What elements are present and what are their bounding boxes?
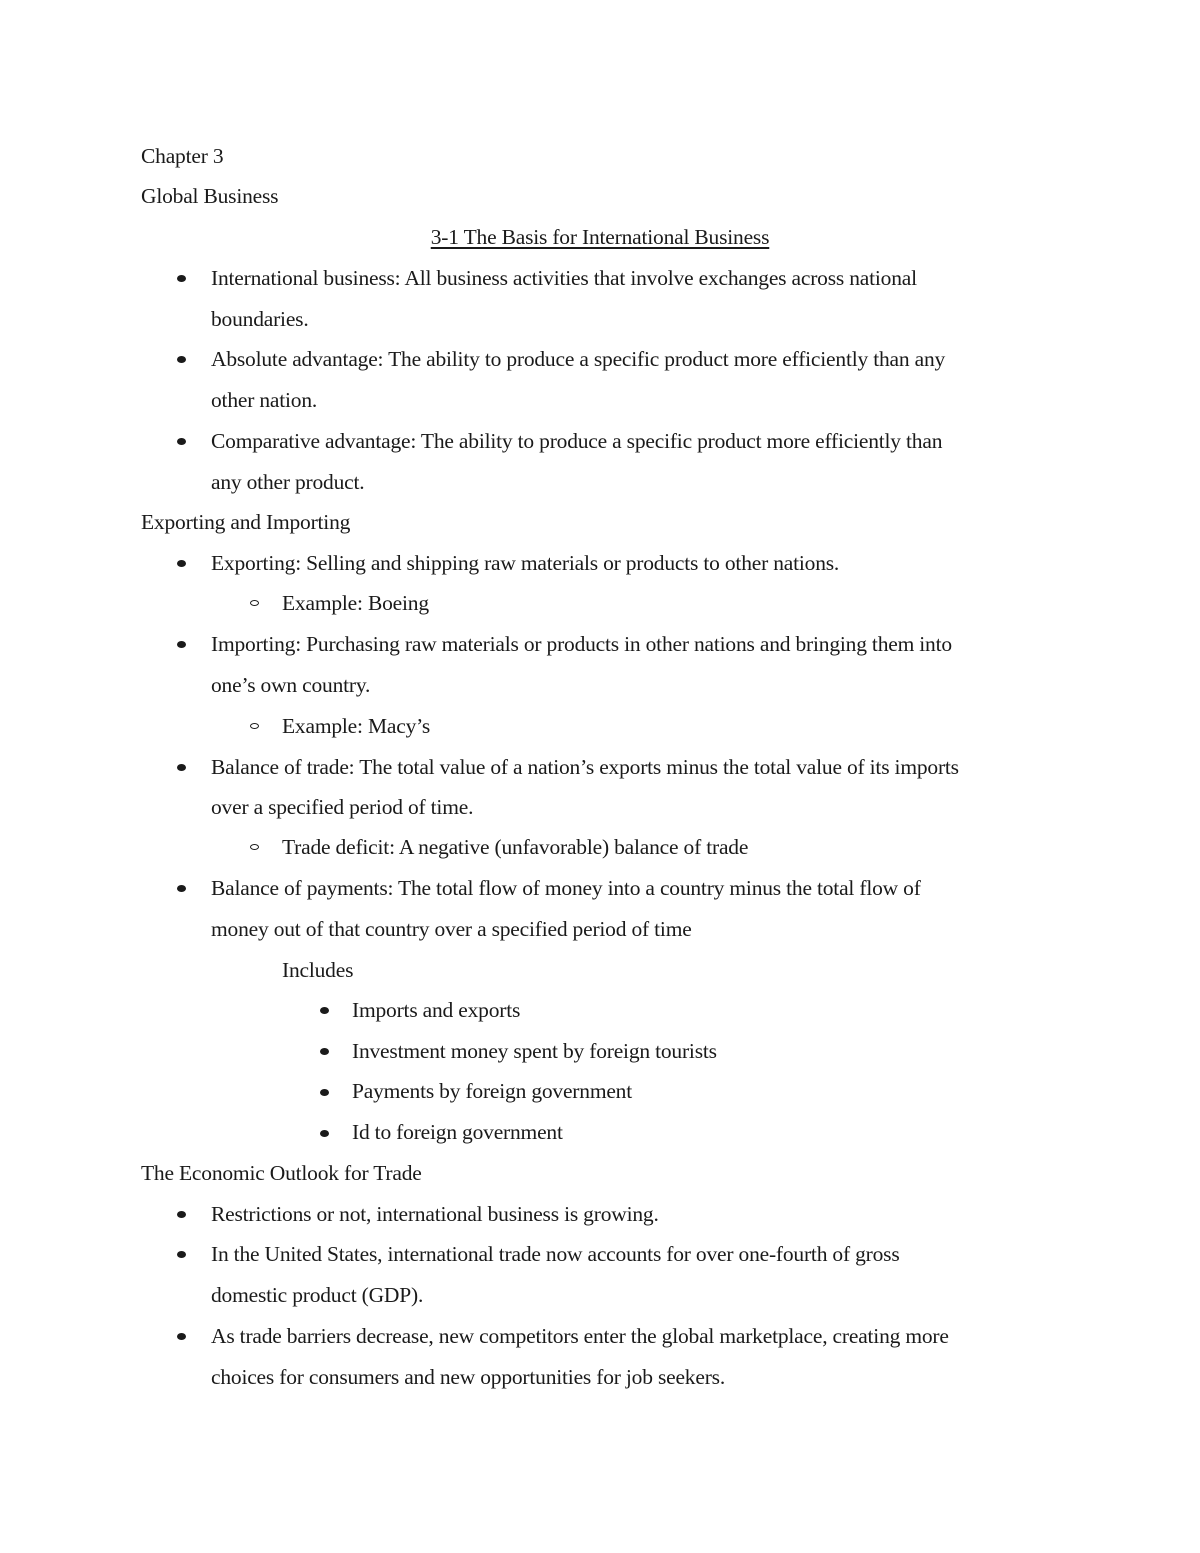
bullet-icon [177,1211,186,1218]
chapter-label: Chapter 3 [141,144,224,168]
bullet-icon [177,641,186,648]
bullet-balance-of-payments: Balance of payments: The total flow of money into a country minus the total flow of [211,876,921,900]
heading-exporting-importing: Exporting and Importing [141,510,351,534]
bullet-icon [320,1048,329,1055]
bullet-us-trade-cont: domestic product (GDP). [211,1283,424,1307]
subject-label: Global Business [141,184,279,208]
sub-bullet-icon [250,844,259,850]
bullet-international-business-cont: boundaries. [211,307,309,331]
bullet-balance-of-payments-cont: money out of that country over a specified period of time [211,917,692,941]
bullet-icon [177,885,186,892]
bullet-icon [177,560,186,567]
bullet-icon [177,438,186,445]
sub-bullet-icon [250,723,259,729]
bullet-exporting: Exporting: Selling and shipping raw materials or products to other nations. [211,551,840,575]
bullet-comparative-advantage-cont: any other product. [211,470,365,494]
sub-bullet-exporting-example: Example: Boeing [282,591,429,615]
sub-bullet-importing-example: Example: Macy’s [282,714,431,738]
bullet-balance-of-trade: Balance of trade: The total value of a nation’s exports minus the total value of its imports [211,755,959,779]
bullet-icon [177,1333,186,1340]
bullet-icon [177,764,186,771]
bullet-us-trade: In the United States, international trade now accounts for over one-fourth of gross [211,1242,900,1266]
bullet-icon [177,1251,186,1258]
bullet-icon [320,1007,329,1014]
bullet-balance-of-trade-cont: over a specified period of time. [211,795,474,819]
includes-item: Imports and exports [352,998,521,1022]
bullet-trade-barriers: As trade barriers decrease, new competitors enter the global marketplace, creating more [211,1324,949,1348]
bullet-absolute-advantage-cont: other nation. [211,388,318,412]
bullet-importing: Importing: Purchasing raw materials or products in other nations and bringing them into [211,632,952,656]
bullet-international-business: International business: All business activities that involve exchanges across national [211,266,917,290]
includes-item: Investment money spent by foreign tourists [352,1039,717,1063]
section-title: 3-1 The Basis for International Business [430,225,770,249]
sub-bullet-trade-deficit: Trade deficit: A negative (unfavorable) balance of trade [282,835,749,859]
bullet-comparative-advantage: Comparative advantage: The ability to produce a specific product more efficiently than [211,429,943,453]
bullet-icon [320,1130,329,1137]
bullet-absolute-advantage: Absolute advantage: The ability to produce a specific product more efficiently than any [211,347,946,371]
sub-bullet-icon [250,600,259,606]
bullet-icon [177,356,186,363]
includes-item: Payments by foreign government [352,1079,633,1103]
includes-item: Id to foreign government [352,1120,563,1144]
bullet-restrictions: Restrictions or not, international business is growing. [211,1202,659,1226]
bullet-icon [177,275,186,282]
bullet-trade-barriers-cont: choices for consumers and new opportunities for job seekers. [211,1365,726,1389]
bullet-importing-cont: one’s own country. [211,673,371,697]
bullet-icon [320,1089,329,1096]
heading-economic-outlook: The Economic Outlook for Trade [141,1161,422,1185]
includes-label: Includes [282,958,354,982]
